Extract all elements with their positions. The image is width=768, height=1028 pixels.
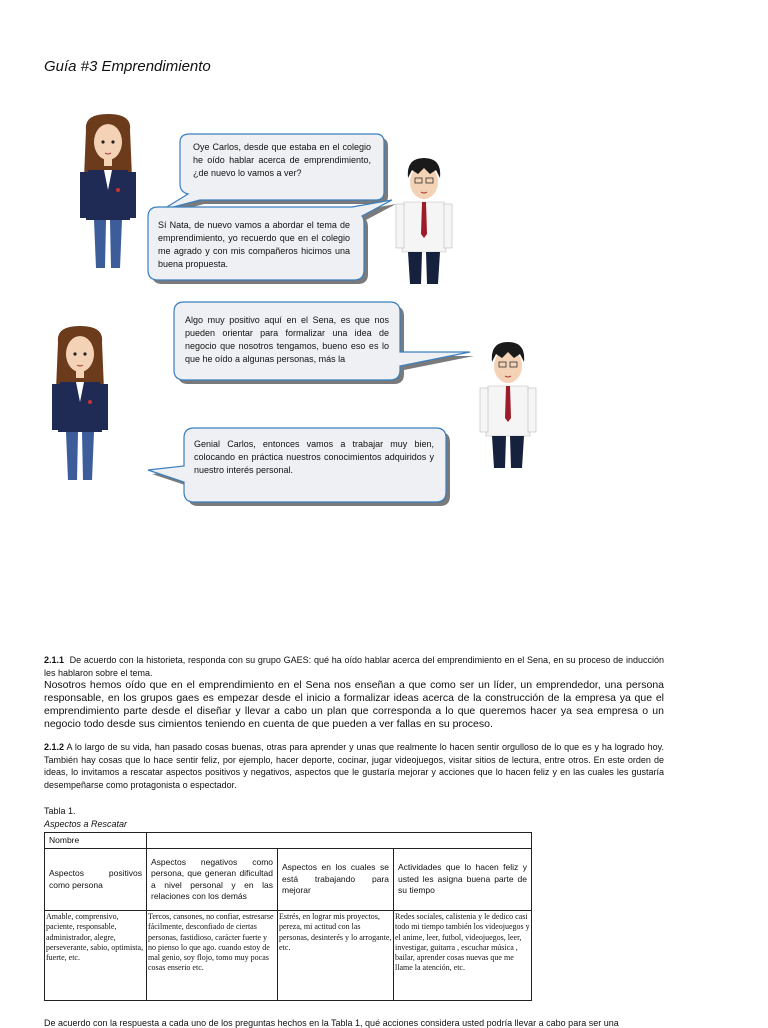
speech-bubble-3-text: Algo muy positivo aquí en el Sena, es que nos pueden orientar para formalizar una idea de negocio que nosotros tengamos, bueno eso es lo que he oído a algunas personas, más la [185,315,389,364]
question-2-1-1 [44,654,664,679]
speech-bubble-2-text: Sí Nata, de nuevo vamos a abordar el tema de emprendimiento, yo recuerdo que en el colegio me agrado y con mis compañeros hicimos una buena propuesta. [158,220,350,269]
table-header: Aspectos negativos como persona, que generan dificultad a nivel personal y en las relaciones con los demás [147,849,278,911]
table-cell: Tercos, cansones, no confiar, estresarse fácilmente, desconfiado de ciertas personas, fastidioso, carácter fuerte y no pienso lo que ago. cuando estoy de mal genio, soy flojo, tomo muy pocas cosas enserio etc. [147,911,278,1001]
girl-character-illustration [80,114,136,268]
question-text: A lo largo de su vida, han pasado cosas buenas, otras para aprender y unas que realmente lo hacen sentir orgulloso de lo que es y ha logrado hoy. También hay cosas que lo hace sentir feliz, por ejemplo, hacer deporte, cocinar, jugar videojuegos, visitar sitios de lectura, entre otros. En este orden de ideas, lo invitamos a rescatar aspectos positivos y negativos, aspectos que le gustaría mejorar y acciones que lo hacen feliz y en las cuales les gustaría desempeñarse como protagonista o espectador. [44,742,665,790]
table-cell: Estrés, en lograr mis proyectos, pereza, mi actitud con las personas, desinterés y lo arrogante, etc. [278,911,394,1001]
speech-bubble-1-text: Oye Carlos, desde que estaba en el colegio he oído hablar acerca de emprendimiento, ¿de nuevo lo vamos a ver? [193,142,371,178]
question-text: De acuerdo con la historieta, responda con su grupo GAES: qué ha oído hablar acerca del emprendimiento en el Sena, en su proceso de inducción les hablaron sobre el tema. [44,655,664,678]
girl-character-illustration [52,326,108,480]
page-title: Guía #3 Emprendimiento [44,58,211,75]
speech-bubble-4-text: Genial Carlos, entonces vamos a trabajar muy bien, colocando en práctica nuestros conocimientos adquiridos y nuestro interés personal. [194,439,434,475]
table-caption: Tabla 1. [44,806,76,816]
boy-character-illustration [396,158,452,284]
name-label: Nombre [45,833,147,849]
table-subtitle: Aspectos a Rescatar [44,819,128,829]
question-2-1-2 [44,741,664,791]
aspects-table [44,832,532,1001]
boy-character-illustration [480,342,536,468]
table-cell: Redes sociales, calistenia y le dedico casi todo mi tiempo también los videojuegos y el anime, leer, futbol, videojuegos, leer, investigar, guitarra , escuchar música , bailar, aprender cosas nuevas que me llame la atención, etc. [394,911,532,1001]
name-value [147,833,532,849]
question-number: 2.1.1 [44,655,65,665]
table-header: Actividades que lo hacen feliz y usted les asigna buena parte de su tiempo [394,849,532,911]
table-header: Aspectos positivos como persona [45,849,147,911]
question-number: 2.1.2 [44,742,65,752]
table-header: Aspectos en los cuales se está trabajando para mejorar [278,849,394,911]
footer-partial-text: De acuerdo con la respuesta a cada uno de los preguntas hechos en la Tabla 1, qué acciones considera usted podría llevar a cabo para ser una [44,1018,619,1028]
answer-2-1-1: Nosotros hemos oído que en el emprendimiento en el Sena nos enseñan a que como ser un líder, un emprendedor, una persona responsable, en los grupos gaes es empezar desde el inicio a formalizar ideas acerca de la construcción de la empresa ya que el emprendimiento parte desde el diseñar y llevar a cabo un plan que corresponda a lo que queremos hacer ya sea empresa o un negocio todo desde sus cimientos teniendo en cuenta de que pueden a ver fallas en su proceso. [44,679,664,730]
table-cell: Amable, comprensivo, paciente, responsable, administrador, alegre, perseverante, sabio, optimista, fuerte, etc. [45,911,147,1001]
